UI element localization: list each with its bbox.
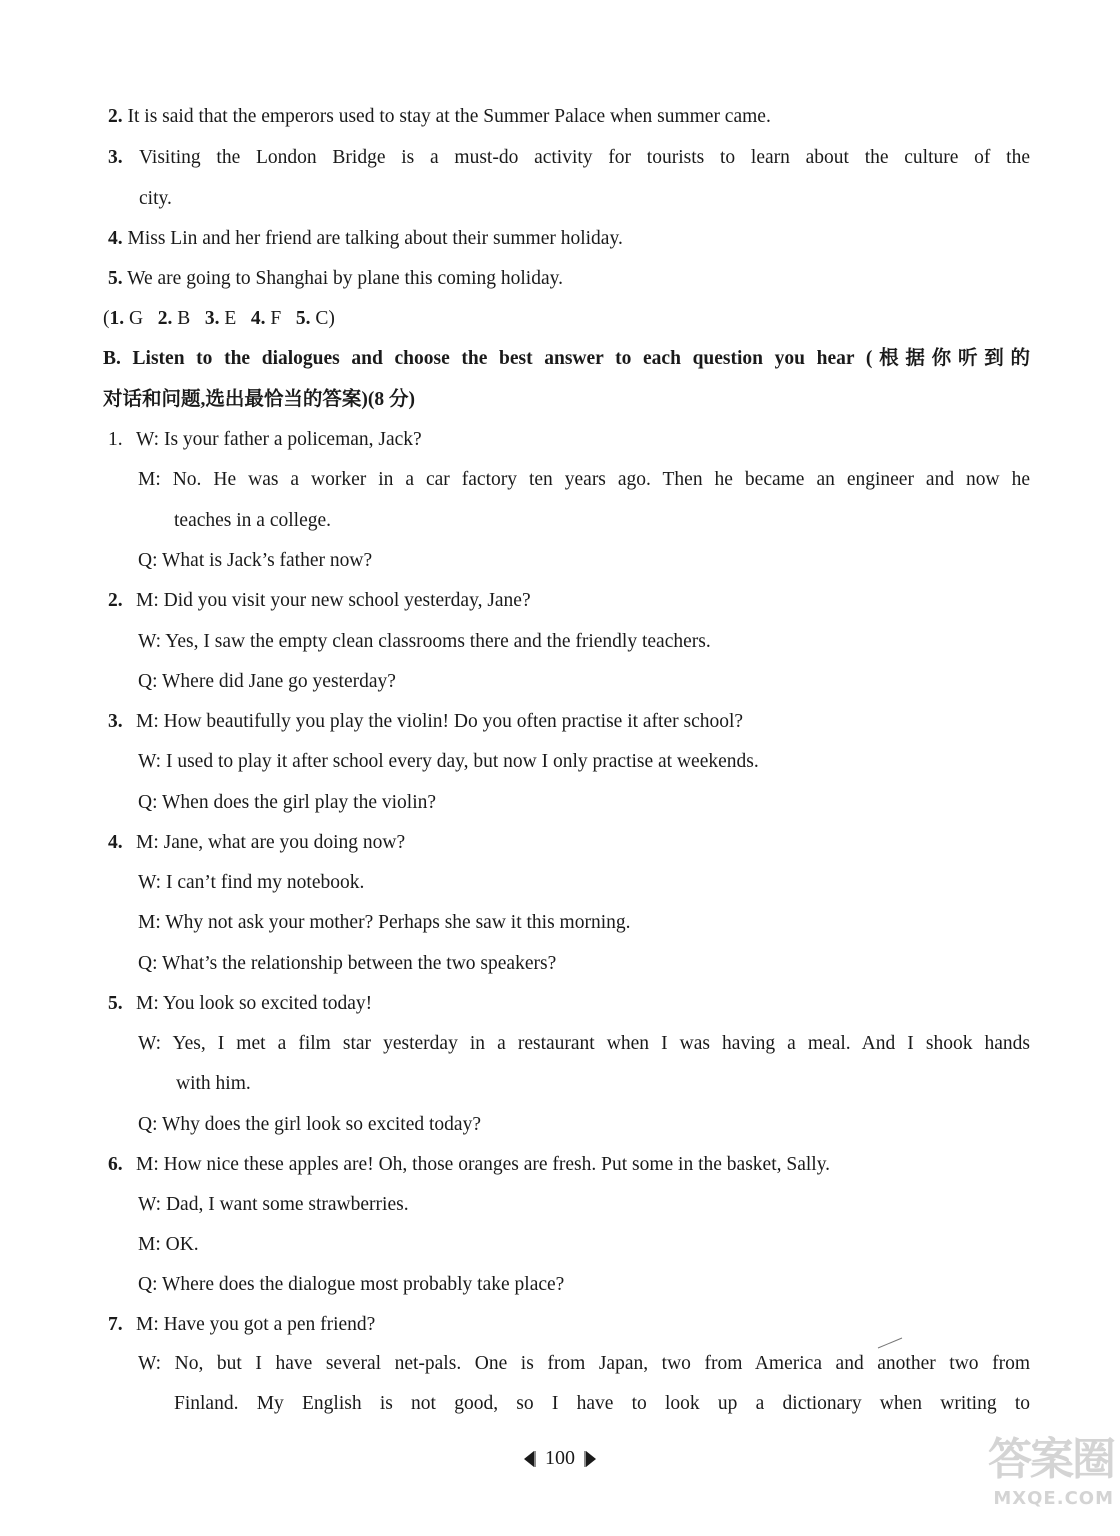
- page-number: 100: [545, 1447, 575, 1469]
- dialogue-line: Finland. My English is not good, so I have to look up a dictionary when writing to: [174, 1393, 1030, 1414]
- dialogue-line: Q: Where does the dialogue most probably take place?: [138, 1274, 565, 1295]
- dialogue-line: W: I can’t find my notebook.: [138, 872, 365, 893]
- dialogue-line: 1. W: Is your father a policeman, Jack?: [108, 427, 422, 453]
- line-a4: [108, 226, 623, 252]
- dialogue-line: 7. M: Have you got a pen friend?: [108, 1312, 375, 1338]
- item-number: 5.: [108, 993, 123, 1014]
- item-number: 2.: [108, 590, 123, 611]
- watermark-text: 答案圈: [988, 1434, 1114, 1485]
- dialogue-line: Q: What’s the relationship between the two speakers?: [138, 953, 557, 974]
- dialogue-line: W: Yes, I met a film star yesterday in a restaurant when I was having a meal. And I shook hands: [138, 1033, 1030, 1054]
- item-number: 2.: [108, 106, 123, 127]
- item-number: 4.: [108, 228, 123, 249]
- dialogue-line: 5. M: You look so excited today!: [108, 991, 372, 1017]
- dialogue-line: teaches in a college.: [174, 510, 331, 531]
- dialogue-line: W: I used to play it after school every day, but now I only practise at weekends.: [138, 751, 759, 772]
- line-a5: [108, 266, 563, 292]
- dialogue-line: W: Dad, I want some strawberries.: [138, 1194, 409, 1215]
- section-b-heading: B. Listen to the dialogues and choose the best answer to each question you hear (根据你听到的: [103, 348, 1030, 369]
- answer-key: (1. G 2. B 3. E 4. F 5. C): [103, 308, 335, 329]
- answer-number: 2.: [157, 308, 173, 329]
- dialogue-line: M: OK.: [138, 1234, 199, 1255]
- answer-value: C: [315, 308, 329, 329]
- dialogue-line: Q: Where did Jane go yesterday?: [138, 671, 396, 692]
- answer-number: 4.: [250, 308, 266, 329]
- dialogue-line: 2. M: Did you visit your new school yesterday, Jane?: [108, 588, 531, 614]
- item-text: city.: [139, 188, 172, 209]
- line-a2: [108, 104, 771, 130]
- line-a3: [108, 145, 1030, 171]
- watermark-logo: [984, 1432, 1114, 1532]
- item-text: Miss Lin and her friend are talking about their summer holiday.: [127, 228, 623, 249]
- item-number: 3.: [108, 147, 123, 168]
- watermark-url: MXQE.COM: [993, 1488, 1114, 1509]
- line-a3-cont: [139, 186, 172, 212]
- item-number: 4.: [108, 832, 123, 853]
- answer-number: 3.: [204, 308, 220, 329]
- left-arrow-icon: [522, 1449, 536, 1469]
- item-number: 6.: [108, 1154, 123, 1175]
- dialogue-line: W: No, but I have several net-pals. One is from Japan, two from America and another two from: [138, 1353, 1030, 1374]
- item-text: It is said that the emperors used to stay at the Summer Palace when summer came.: [127, 106, 771, 127]
- answer-value: F: [270, 308, 282, 329]
- dialogue-line: W: Yes, I saw the empty clean classrooms there and the friendly teachers.: [138, 631, 711, 652]
- dialogue-line: 6. M: How nice these apples are! Oh, those oranges are fresh. Put some in the basket, Sally.: [108, 1152, 830, 1178]
- dialogue-line: 3. M: How beautifully you play the violin! Do you often practise it after school?: [108, 709, 743, 735]
- pen-mark: [876, 1336, 906, 1350]
- dialogue-line: Q: What is Jack’s father now?: [138, 550, 373, 571]
- item-number: 1.: [108, 429, 123, 450]
- right-arrow-icon: [584, 1449, 598, 1469]
- answer-value: B: [177, 308, 191, 329]
- section-b-heading-cont: 对话和问题,选出最恰当的答案)(8 分): [103, 389, 415, 410]
- dialogue-line: with him.: [176, 1073, 251, 1094]
- item-number: 5.: [108, 268, 123, 289]
- item-number: 7.: [108, 1314, 123, 1335]
- item-text: We are going to Shanghai by plane this coming holiday.: [127, 268, 563, 289]
- dialogue-line: M: No. He was a worker in a car factory ten years ago. Then he became an engineer and now he: [138, 469, 1030, 490]
- dialogue-line: Q: Why does the girl look so excited today?: [138, 1114, 481, 1135]
- item-number: 3.: [108, 711, 123, 732]
- answer-number: 1.: [109, 308, 125, 329]
- answer-number: 5.: [295, 308, 311, 329]
- answer-value: G: [129, 308, 144, 329]
- answer-value: E: [224, 308, 237, 329]
- dialogue-line: 4. M: Jane, what are you doing now?: [108, 830, 405, 856]
- dialogue-line: Q: When does the girl play the violin?: [138, 792, 437, 813]
- dialogue-line: M: Why not ask your mother? Perhaps she saw it this morning.: [138, 912, 631, 933]
- page-footer: [0, 1444, 1120, 1472]
- item-text: Visiting the London Bridge is a must-do activity for tourists to learn about the culture of the: [139, 147, 1030, 168]
